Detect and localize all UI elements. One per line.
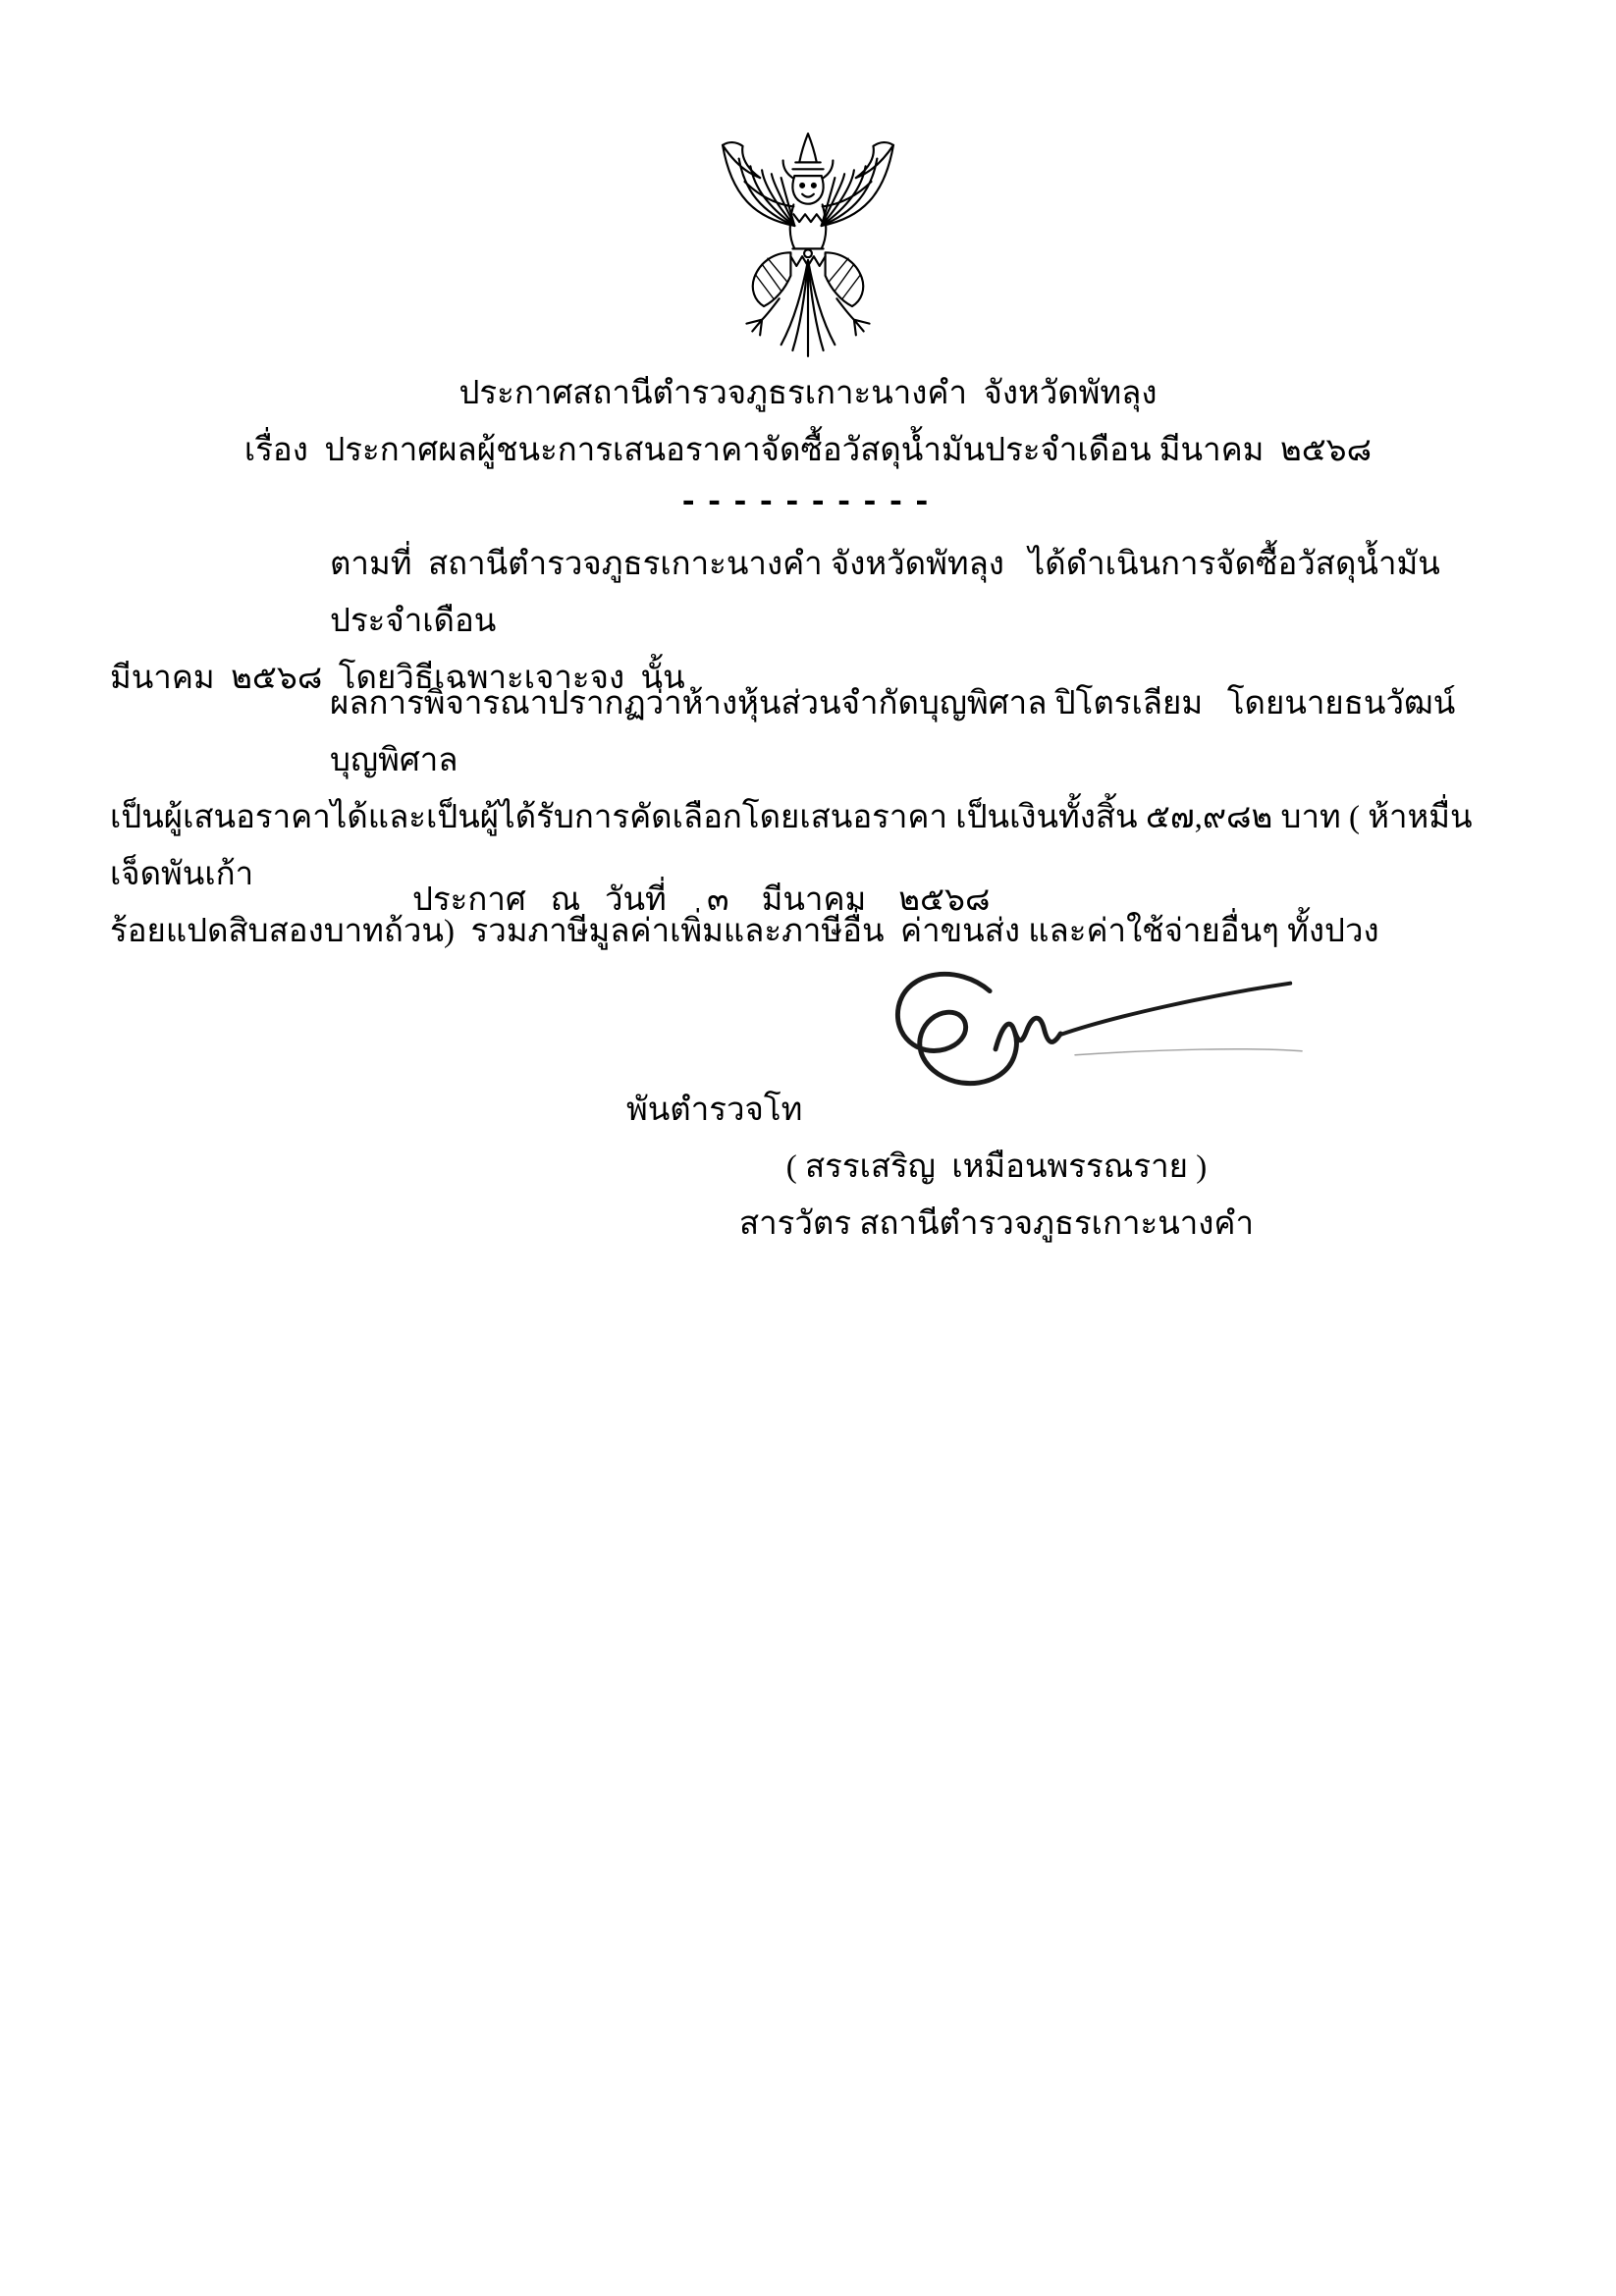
- handwritten-signature: [842, 957, 1308, 1114]
- document-subject: เรื่อง ประกาศผลผู้ชนะการเสนอราคาจัดซื้อวัสดุน้ำมันประจำเดือน มีนาคม ๒๕๖๘: [243, 433, 1373, 468]
- signer-position: สารวัตร สถานีตำรวจภูธรเกาะนางคำ: [738, 1206, 1255, 1242]
- signer-rank: พันตำรวจโท: [626, 1093, 803, 1128]
- paragraph-line: ผลการพิจารณาปรากฏว่าห้างหุ้นส่วนจำกัดบุญพิศาล ปิโตรเลียม โดยนายธนวัฒน์ บุญพิศาล: [330, 686, 1464, 778]
- paragraph-line: มีนาคม ๒๕๖๘ โดยวิธีเฉพาะเจาะจง นั้น: [110, 661, 685, 696]
- garuda-emblem: [703, 130, 914, 360]
- signer-name: ( สรรเสริญ เหมือนพรรณราย ): [785, 1149, 1208, 1185]
- divider-dashes: ----------: [677, 485, 939, 522]
- garuda-emblem-drawing: [703, 130, 914, 360]
- paragraph-line: ร้อยแปดสิบสองบาทถ้วน) รวมภาษีมูลค่าเพิ่มและภาษีอื่น ค่าขนส่ง และค่าใช้จ่ายอื่นๆ ทั้งปวง: [110, 914, 1379, 949]
- signature-stroke: [842, 957, 1308, 1114]
- paragraph-line: ตามที่ สถานีตำรวจภูธรเกาะนางคำ จังหวัดพัทลุง ได้ดำเนินการจัดซื้อวัสดุน้ำมันประจำเดือน: [330, 547, 1440, 639]
- announcement-date-line: ประกาศ ณ วันที่ ๓ มีนาคม ๒๕๖๘: [412, 882, 991, 918]
- paragraph-line: เป็นผู้เสนอราคาได้และเป็นผู้ได้รับการคัดเลือกโดยเสนอราคา เป็นเงินทั้งสิ้น ๕๗,๙๘๒ บาท ( ห้าหมื่นเจ็ดพันเก้า: [110, 800, 1473, 892]
- document-title: ประกาศสถานีตำรวจภูธรเกาะนางคำ จังหวัดพัทลุง: [458, 376, 1158, 411]
